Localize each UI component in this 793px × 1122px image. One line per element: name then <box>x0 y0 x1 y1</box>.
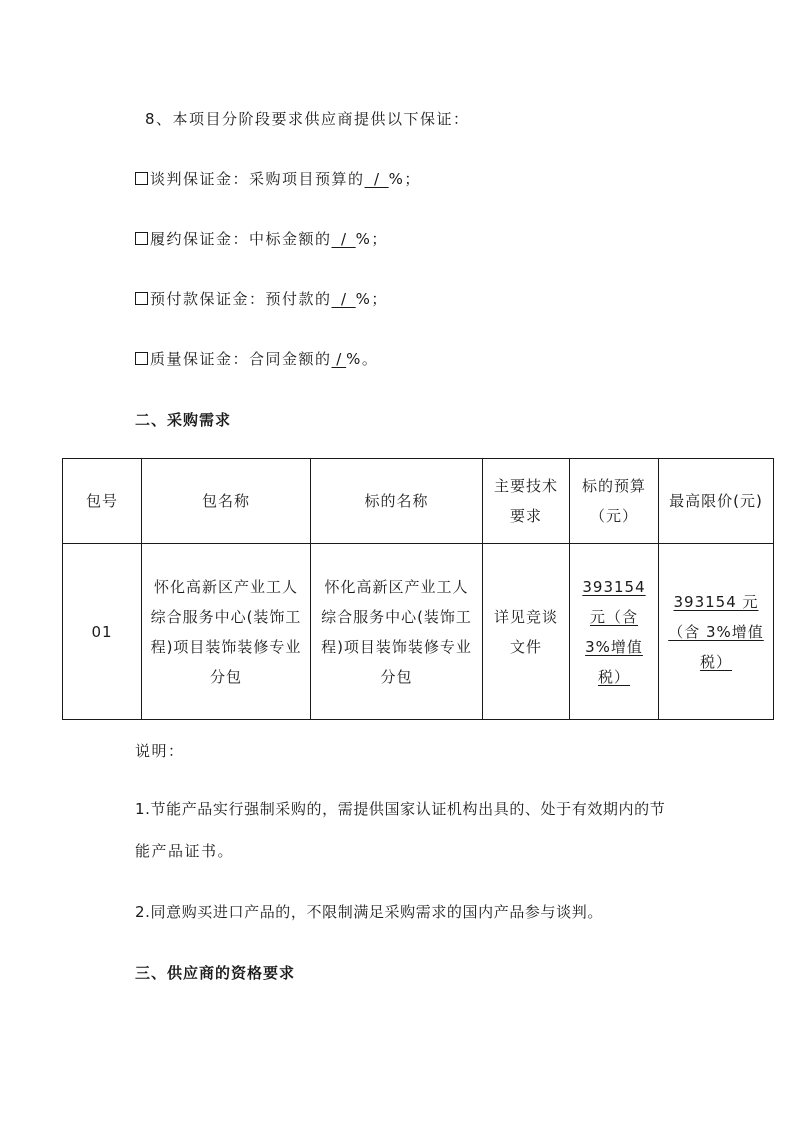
checkbox-icon <box>135 292 148 305</box>
cell-item-name: 怀化高新区产业工人综合服务中心(装饰工程)项目装饰装修专业分包 <box>311 544 483 720</box>
header-budget: 标的预算（元） <box>570 459 659 544</box>
section3-title: 三、供应商的资格要求 <box>135 964 296 982</box>
section2-title: 二、采购需求 <box>135 411 232 429</box>
guarantee-performance <box>135 228 388 249</box>
guarantee-suffix: %； <box>355 230 388 248</box>
guarantee-prepayment <box>135 288 388 309</box>
note-1-line-1: 1.节能产品实行强制采购的，需提供国家认证机构出具的、处于有效期内的节 <box>135 800 666 818</box>
header-pkg-name: 包名称 <box>142 459 311 544</box>
header-item-name: 标的名称 <box>311 459 483 544</box>
cell-budget: 393154 元（含 3%增值税） <box>570 544 659 720</box>
header-pkg-no: 包号 <box>63 459 142 544</box>
table-header-row <box>63 459 774 544</box>
guarantee-label: 预付款保证金：预付款的 <box>150 290 332 308</box>
note-2: 2.同意购买进口产品的，不限制满足采购需求的国内产品参与谈判。 <box>135 903 603 921</box>
cell-pkg-name: 怀化高新区产业工人综合服务中心(装饰工程)项目装饰装修专业分包 <box>142 544 311 720</box>
checkbox-icon <box>135 172 148 185</box>
header-tech-req: 主要技术要求 <box>483 459 570 544</box>
guarantee-negotiation <box>135 168 421 189</box>
cell-max-price: 393154 元（含 3%增值税） <box>659 544 774 720</box>
procurement-table <box>62 458 774 720</box>
guarantee-suffix: %； <box>355 290 388 308</box>
guarantee-label: 质量保证金：合同金额的 <box>150 350 332 368</box>
table-row <box>63 544 774 720</box>
guarantee-label: 履约保证金：中标金额的 <box>150 230 332 248</box>
checkbox-icon <box>135 352 148 365</box>
guarantee-value: / <box>331 230 356 248</box>
guarantee-suffix: %。 <box>346 350 379 368</box>
guarantee-value: / <box>364 170 389 188</box>
checkbox-icon <box>135 232 148 245</box>
guarantee-suffix: %； <box>388 170 421 188</box>
guarantee-quality <box>135 348 378 369</box>
cell-pkg-no: 01 <box>63 544 142 720</box>
note-1-line-2: 能产品证书。 <box>135 842 235 860</box>
item8-intro: 8、本项目分阶段要求供应商提供以下保证： <box>145 110 470 128</box>
header-max-price: 最高限价(元) <box>659 459 774 544</box>
guarantee-value: / <box>331 290 356 308</box>
cell-tech-req: 详见竞谈文件 <box>483 544 570 720</box>
guarantee-label: 谈判保证金：采购项目预算的 <box>150 170 365 188</box>
guarantee-value: / <box>331 350 347 368</box>
notes-title: 说明： <box>135 742 185 760</box>
